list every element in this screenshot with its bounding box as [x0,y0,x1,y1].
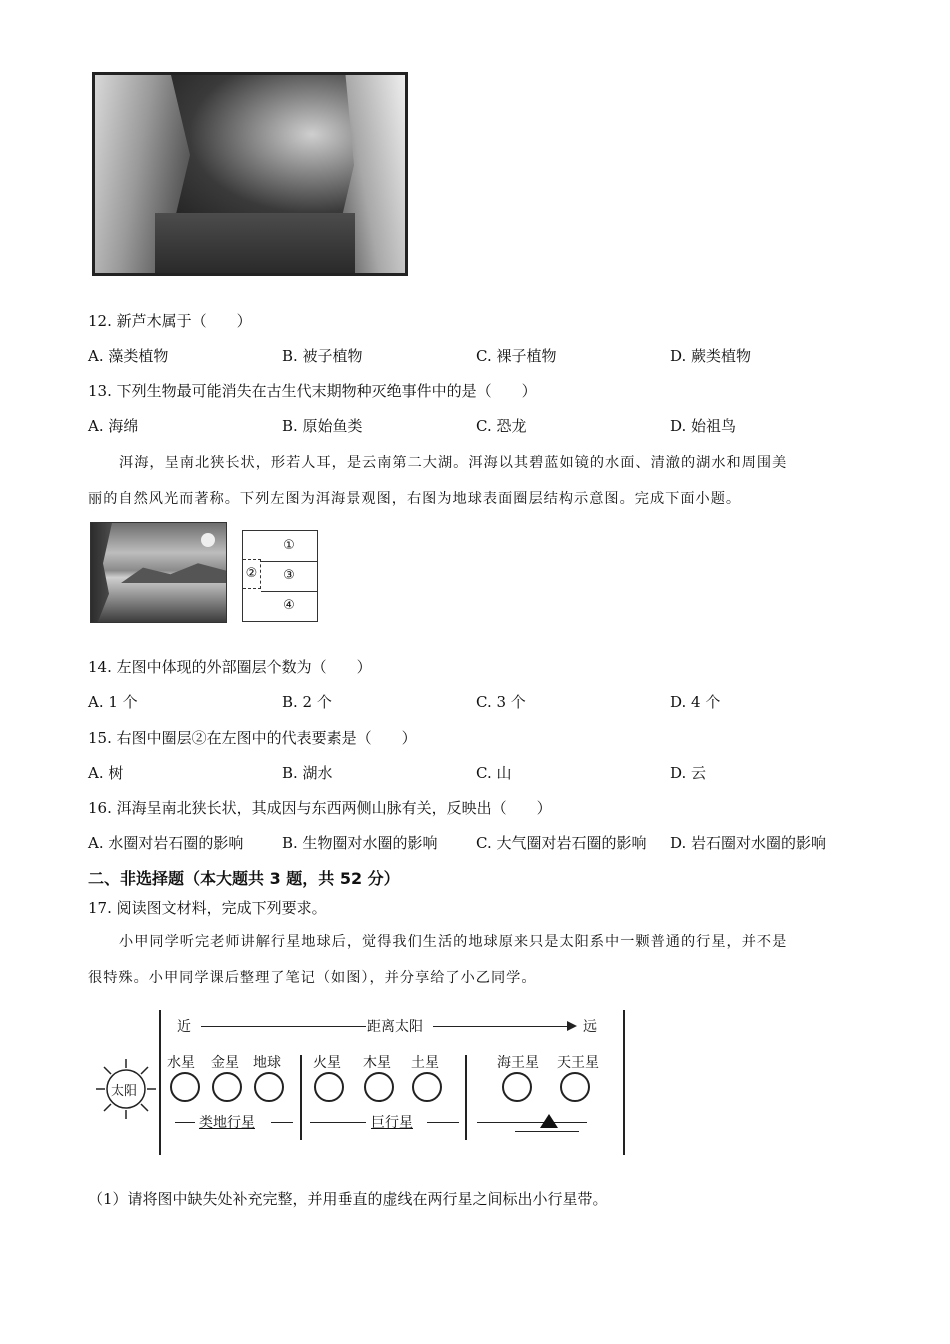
group-giant: 巨行星 [371,1115,413,1131]
missing-triangle-icon [540,1114,558,1128]
planet-label-venus: 金星 [211,1055,239,1071]
question-14-stem: 14. 左图中体现的外部圈层个数为（ ） [88,658,372,676]
planet-circle-neptune [502,1072,532,1102]
q13-option-b: B. 原始鱼类 [282,417,363,435]
q14-option-a: A. 1 个 [88,693,138,711]
planet-circle-mercury [170,1072,200,1102]
question-15-stem: 15. 右图中圈层②在左图中的代表要素是（ ） [88,729,417,747]
planet-label-mercury: 水星 [167,1055,195,1071]
group-line-1a [175,1122,195,1123]
planet-distance-diagram [95,1010,635,1155]
missing-blank-underline [515,1131,579,1132]
sphere-layer-1: ① [261,531,317,562]
planet-label-neptune: 海王星 [497,1055,539,1071]
cave-photo [92,72,408,276]
q15-option-b: B. 湖水 [282,764,333,782]
q16-option-a: A. 水圈对岩石圈的影响 [88,834,244,852]
section-2-title: 二、非选择题（本大题共 3 题，共 52 分） [88,869,400,888]
left-border-line [159,1010,161,1155]
q12-option-d: D. 蕨类植物 [670,347,752,365]
q12-option-a: A. 藻类植物 [88,347,169,365]
q13-option-a: A. 海绵 [88,417,139,435]
sphere-layer-3: ③ [261,561,317,592]
group-line-1b [271,1122,293,1123]
tree-silhouette [91,523,121,623]
sun-label: 太阳 [111,1084,138,1099]
planet-circle-earth [254,1072,284,1102]
q14-option-b: B. 2 个 [282,693,332,711]
passage-line-2: 丽的自然风光而著称。下列左图为洱海景观图，右图为地球表面圈层结构示意图。完成下面小题。 [88,491,742,507]
sphere-layer-2: ② [243,559,261,589]
planet-circle-saturn [412,1072,442,1102]
planet-label-jupiter: 木星 [363,1055,391,1071]
planet-label-earth: 地球 [253,1055,281,1071]
arrow-line-left [201,1026,366,1027]
q17-paragraph-2: 很特殊。小甲同学课后整理了笔记（如图），并分享给了小乙同学。 [88,970,537,986]
question-13-stem: 13. 下列生物最可能消失在古生代末期物种灭绝事件中的是（ ） [88,382,537,400]
group-line-3a [477,1122,587,1123]
planet-circle-uranus [560,1072,590,1102]
q15-option-c: C. 山 [476,764,512,782]
planet-label-uranus: 天王星 [557,1055,599,1071]
group-line-2b [427,1122,459,1123]
erhai-lake-photo [90,522,227,623]
q16-option-d: D. 岩石圈对水圈的影响 [670,834,827,852]
q13-option-c: C. 恐龙 [476,417,527,435]
moon-shape [201,533,215,547]
q14-option-c: C. 3 个 [476,693,526,711]
passage-line-1: 洱海，呈南北狭长状，形若人耳，是云南第二大湖。洱海以其碧蓝如镜的水面、清澈的湖水和周围美 [119,455,788,471]
q15-option-d: D. 云 [670,764,707,782]
planet-circle-mars [314,1072,344,1102]
arrow-head-icon [567,1021,577,1031]
group-terrestrial: 类地行星 [199,1115,255,1131]
planet-circle-jupiter [364,1072,394,1102]
near-label: 近 [177,1019,191,1035]
earth-sphere-diagram [242,530,318,622]
distance-label: 距离太阳 [367,1019,423,1035]
q13-option-d: D. 始祖鸟 [670,417,737,435]
q14-option-d: D. 4 个 [670,693,721,711]
q12-option-c: C. 裸子植物 [476,347,557,365]
q17-subquestion-1: （1）请将图中缺失处补充完整，并用垂直的虚线在两行星之间标出小行星带。 [88,1190,608,1208]
far-label: 远 [583,1019,597,1035]
q16-option-c: C. 大气圈对岩石圈的影响 [476,834,647,852]
sphere-layer-4: ④ [283,598,295,613]
group-line-2a [310,1122,366,1123]
arrow-line-right [433,1026,569,1027]
mountain-silhouette [121,561,227,583]
cave-floor [155,213,355,273]
right-border-line [623,1010,625,1155]
question-16-stem: 16. 洱海呈南北狭长状，其成因与东西两侧山脉有关，反映出（ ） [88,799,552,817]
planet-label-mars: 火星 [313,1055,341,1071]
divider-line-2 [465,1055,467,1140]
question-12-stem: 12. 新芦木属于（ ） [88,312,252,330]
question-17-stem: 17. 阅读图文材料，完成下列要求。 [88,899,327,917]
q15-option-a: A. 树 [88,764,124,782]
divider-line-1 [300,1055,302,1140]
q16-option-b: B. 生物圈对水圈的影响 [282,834,438,852]
planet-circle-venus [212,1072,242,1102]
planet-label-saturn: 土星 [411,1055,439,1071]
q12-option-b: B. 被子植物 [282,347,363,365]
q17-paragraph-1: 小甲同学听完老师讲解行星地球后，觉得我们生活的地球原来只是太阳系中一颗普通的行星，并不是 [119,934,788,950]
